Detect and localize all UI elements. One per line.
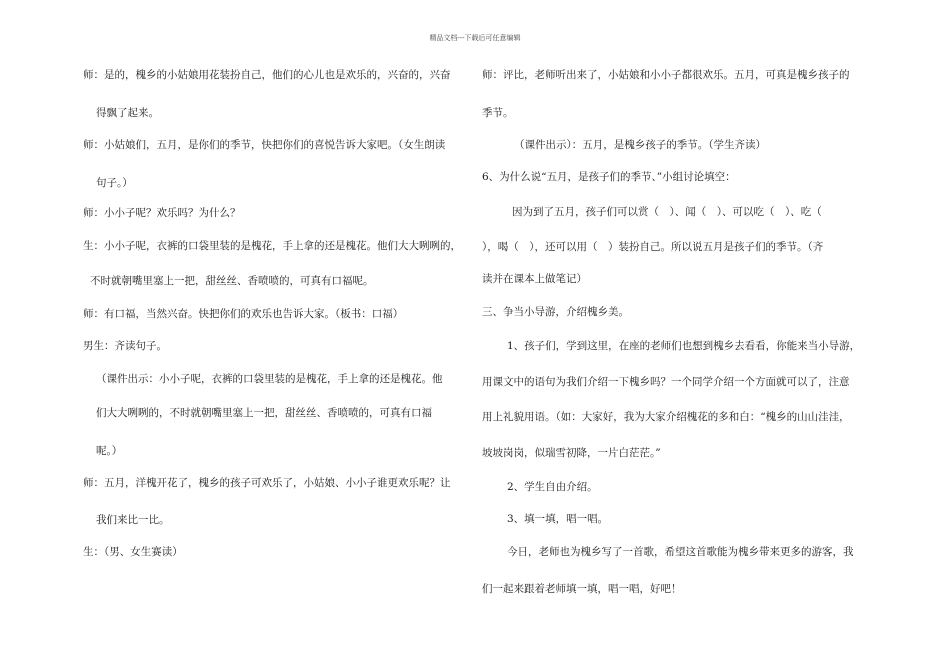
text-line: 生：小小子呢，衣裤的口袋里装的是槐花，手上拿的还是槐花。他们大大咧咧的， [83, 240, 461, 252]
text-line: 得飘了起来。 [96, 107, 159, 119]
page-header: 精品文档---下载后可任意编辑 [429, 34, 521, 42]
text-line: 师：有口福，当然兴奋。快把你们的欢乐也告诉大家。（板书：口福） [83, 308, 404, 320]
text-line: 用课文中的语句为我们介绍一下槐乡吗？一个同学介绍一个方面就可以了，注意 [482, 376, 850, 388]
text-line: 季节。 [482, 107, 514, 119]
text-line: 今日，老师也为槐乡写了一首歌，希望这首歌能为槐乡带来更多的游客，我 [507, 546, 854, 558]
text-line: 呢。） [96, 445, 123, 457]
text-line: 1、孩子们，学到这里，在座的老师们也想到槐乡去看看，你能来当小导游， [507, 340, 861, 352]
text-line: 用上礼貌用语。（如：大家好，我为大家介绍槐花的多和白：“槐乡的山山洼洼， [482, 411, 850, 423]
text-line: 因为到了五月，孩子们可以赏（ ）、闻（ ）、可以吃（ ）、吃（ [512, 206, 822, 218]
text-line: 2、学生自由介绍。 [507, 481, 598, 493]
text-line: 们大大咧咧的，不时就朝嘴里塞上一把，甜丝丝、香喷喷的，可真有口福 [96, 407, 432, 419]
text-line: 3、填一填，唱一唱。 [507, 513, 609, 525]
text-line: 师：五月，洋槐开花了，槐乡的孩子可欢乐了，小姑娘、小小子谁更欢乐呢？让 [83, 477, 451, 489]
text-line: 三、争当小导游，介绍槐乡美。 [482, 306, 629, 318]
text-line: 生：（男、女生赛读） [83, 546, 183, 558]
text-line: 不时就朝嘴里塞上一把，甜丝丝、香喷喷的，可真有口福呢。 [90, 275, 374, 287]
text-line: 读并在课本上做笔记） [482, 273, 587, 285]
text-line: 我们来比一比。 [96, 514, 170, 526]
text-line: （课件出示）：五月，是槐乡孩子的季节。（学生齐读） [514, 139, 766, 151]
text-line: 师：小小子呢？欢乐吗？为什么？ [83, 207, 241, 219]
text-line: 们一起来跟着老师填一填，唱一唱，好吧！ [482, 583, 682, 595]
text-line: 句子。） [96, 177, 133, 189]
text-line: ），喝（ ），还可以用（ ）装扮自己。所以说五月是孩子们的季节。（齐 [482, 241, 824, 253]
text-line: （课件出示：小小子呢，衣裤的口袋里装的是槐花，手上拿的还是槐花。他 [96, 373, 443, 385]
text-line: 师：小姑娘们，五月，是你们的季节，快把你们的喜悦告诉大家吧。（女生朗读 [83, 139, 446, 151]
text-line: 坡坡岗岗，似瑞雪初降，一片白茫茫。” [482, 447, 661, 459]
text-line: 师：是的，槐乡的小姑娘用花装扮自己，他们的心儿也是欢乐的，兴奋的，兴奋 [83, 69, 451, 81]
text-line: 男生：齐读句子。 [83, 340, 167, 352]
text-line: 师：评比，老师听出来了，小姑娘和小小子都很欢乐。五月，可真是槐乡孩子的 [482, 69, 850, 81]
text-line: 6、为什么说“五月，是孩子们的季节、”小组讨论填空： [482, 171, 736, 183]
